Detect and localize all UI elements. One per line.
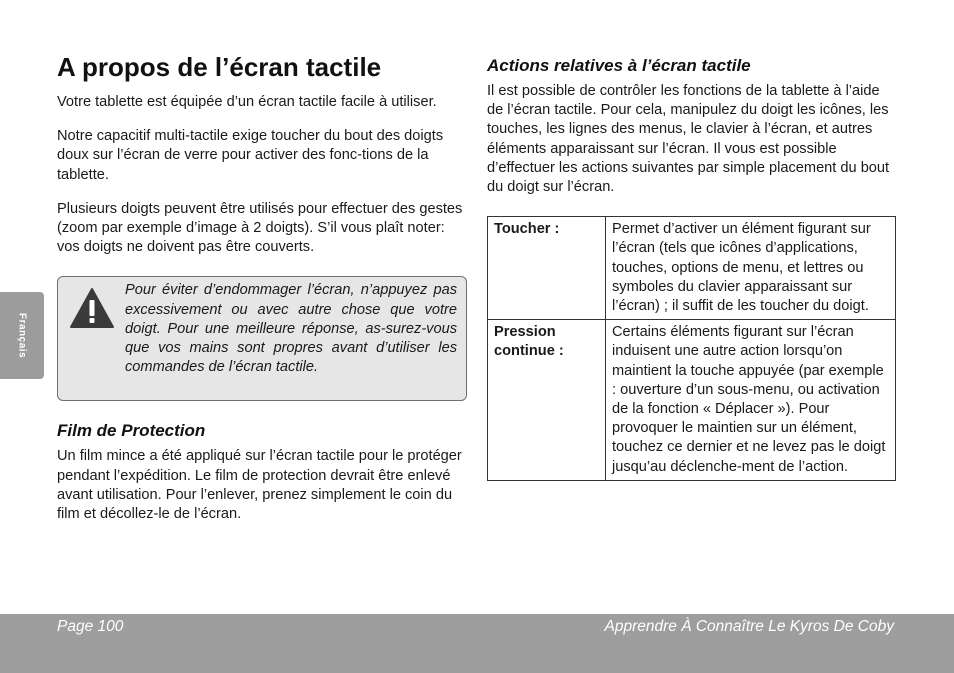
intro-paragraph-1: Votre tablette est équipée d’un écran tactile facile à utiliser. <box>57 94 437 110</box>
page-number: Page 100 <box>57 618 124 635</box>
book-title: Apprendre À Connaître Le Kyros De Coby <box>604 618 894 635</box>
intro-paragraph-3: Plusieurs doigts peuvent être utilisés pour effectuer des gestes (zoom par exemple d’image à 2 doigts). S’il vous plaît noter: vos doigts ne doivent pas être couverts. <box>57 200 463 256</box>
film-text: Un film mince a été appliqué sur l’écran tactile pour le protéger pendant l’expédition. Le film de protection devrait être enlevé avant utilisation. Pour l’enlever, prenez simplement le coin du film et décollez-le de l’écran. <box>57 448 462 523</box>
table-term: Pression continue : <box>488 320 606 481</box>
warning-triangle-icon <box>69 286 115 330</box>
warning-box <box>57 276 467 401</box>
language-tab <box>0 292 44 379</box>
table-description: Certains éléments figurant sur l’écran induisent une autre action lorsqu’on maintient la touche appuyée (par exemple : ouverture d’un sous-menu, ou activation de la fonction « Déplacer »). Pour provoquer le maintien sur un élément, touchez ce dernier et ne levez pas le doigt jusqu’au déclenche-ment de l’action. <box>606 320 896 481</box>
film-heading: Film de Protection <box>57 421 206 441</box>
warning-text: Pour éviter d’endommager l’écran, n’appuyez pas excessivement ou avec autre chose que votre doigt. Pour une meilleure réponse, as-surez-vous que vos mains sont propres avant d’utiliser les commandes de l’écran tactile. <box>125 282 457 376</box>
actions-intro: Il est possible de contrôler les fonctions de la tablette à l’aide de l’écran tactile. Pour cela, manipulez du doigt les icônes, les touches, les lignes des menus, le clavier à l’écran, et autres éléments apparaissant sur l’écran. Il vous est possible d’effectuer les actions suivantes par simple placement du bout du doigt sur l’écran. <box>487 83 890 196</box>
actions-heading: Actions relatives à l’écran tactile <box>487 56 751 75</box>
language-tab-label: Français <box>16 312 28 359</box>
left-column <box>57 50 467 524</box>
table-description: Permet d’activer un élément figurant sur l’écran (tels que icônes d’applications, touches, options de menu, et lettres ou symboles du clavier apparaissant sur l’écran) ; il suffit de les toucher du doigt. <box>606 217 896 320</box>
right-column <box>487 55 896 481</box>
page-title: A propos de l’écran tactile <box>57 52 382 82</box>
page-footer <box>0 614 954 673</box>
table-row <box>488 217 896 320</box>
intro-paragraph-2: Notre capacitif multi-tactile exige toucher du bout des doigts doux sur l’écran de verre pour activer des fonc-tions de la tablette. <box>57 128 444 183</box>
table-row <box>488 320 896 481</box>
actions-table <box>487 216 896 481</box>
table-term: Toucher : <box>488 217 606 320</box>
